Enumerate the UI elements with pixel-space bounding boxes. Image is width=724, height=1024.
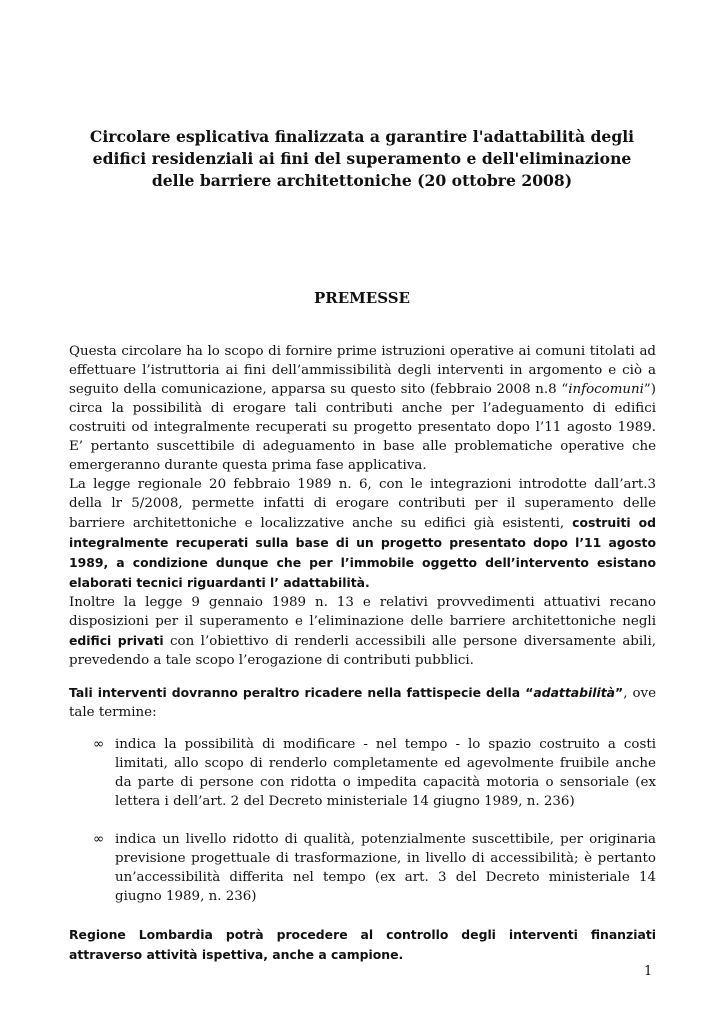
paragraph-closing <box>69 925 656 965</box>
paragraph-national-law <box>69 593 656 670</box>
spacer <box>69 670 656 683</box>
section-heading: PREMESSE <box>314 289 410 307</box>
paragraph-intro <box>69 342 656 475</box>
bold-text: Regione Lombardia potrà procedere al controllo degli interventi finanziati attraverso attività ispettiva, anche a campione. <box>69 927 656 962</box>
paragraph-text: , ove tale termine: <box>69 686 656 720</box>
bullet-text: indica un livello ridotto di qualità, potenzialmente suscettibile, per originaria previsione progettuale di trasformazione, in livello di accessibilità; è pertanto un’accessibilità differita nel tempo (ex art. 3 del Decreto ministeriale 14 giugno 1989, n. 236) <box>115 832 656 904</box>
bullet-item <box>69 830 656 906</box>
bullet-item <box>69 735 656 811</box>
spacer <box>69 811 656 830</box>
infinity-bullet-icon: ∞ <box>93 737 105 752</box>
italic-term: infocomuni <box>568 382 644 397</box>
paragraph-text: con l’obiettivo di renderli accessibili alle persone diversamente abili, prevedendo a tale scopo l’erogazione di contributi pubblici. <box>69 634 656 668</box>
paragraph-text: Questa circolare ha lo scopo di fornire prime istruzioni operative ai comuni titolati ad effettuare l’istruttoria ai fini dell’ammissibilità degli interventi in argomento e ciò a seguito della comunicazione, apparsa su questo sito (febbraio 2008 n.8 “ <box>69 344 656 397</box>
bold-text: Tali interventi dovranno peraltro ricadere nella fattispecie della “ <box>69 685 534 700</box>
paragraph-adaptability <box>69 683 656 722</box>
spacer <box>69 906 656 925</box>
spacer <box>69 722 656 735</box>
paragraph-text: ”) circa la possibilità di erogare tali contributi anche per l’adeguamento di edifici costruiti od integralmente recuperati su progetto presentato dopo l’11 agosto 1989. E’ pertanto suscettibile di adeguamento in base alle problematiche operative che emergeranno durante questa prima fase applicativa. <box>69 382 656 473</box>
bullet-text: indica la possibilità di modificare - nel tempo - lo spazio costruito a costi limitati, allo scopo di renderlo completamente ed agevolmente fruibile anche da parte di persone con ridotta o impedita capacità motoria o sensoriale (ex lettera i dell’art. 2 del Decreto ministeriale 14 giugno 1989, n. 236) <box>115 737 656 809</box>
bold-italic-term: adattabilità <box>533 685 616 700</box>
page-number: 1 <box>644 964 653 979</box>
bold-text: ” <box>615 685 624 700</box>
document-body <box>69 342 656 965</box>
paragraph-regional-law <box>69 475 656 593</box>
bold-text: edifici privati <box>69 633 164 648</box>
paragraph-text: Inoltre la legge 9 gennaio 1989 n. 13 e relativi provvedimenti attuativi recano disposizioni per il superamento e l’eliminazione delle barriere architettoniche negli <box>69 595 656 629</box>
document-title: Circolare esplicativa finalizzata a garantire l'adattabilità degli edifici residenziali ai fini del superamento e dell'eliminazione delle barriere architettoniche (20 ottobre 2008) <box>89 127 635 190</box>
paragraph-text: La legge regionale 20 febbraio 1989 n. 6, con le integrazioni introdotte dall’art.3 della lr 5/2008, permette infatti di erogare contributi per il superamento delle barriere architettoniche e localizzative anche su edifici già esistenti, <box>69 477 656 531</box>
bold-text: costruiti od integralmente recuperati sulla base di un progetto presentato dopo l’11 agosto 1989, a condizione dunque che per l’immobile oggetto dell’intervento esistano elaborati tecnici riguardanti l’ adattabilità. <box>69 515 656 590</box>
infinity-bullet-icon: ∞ <box>93 832 105 847</box>
